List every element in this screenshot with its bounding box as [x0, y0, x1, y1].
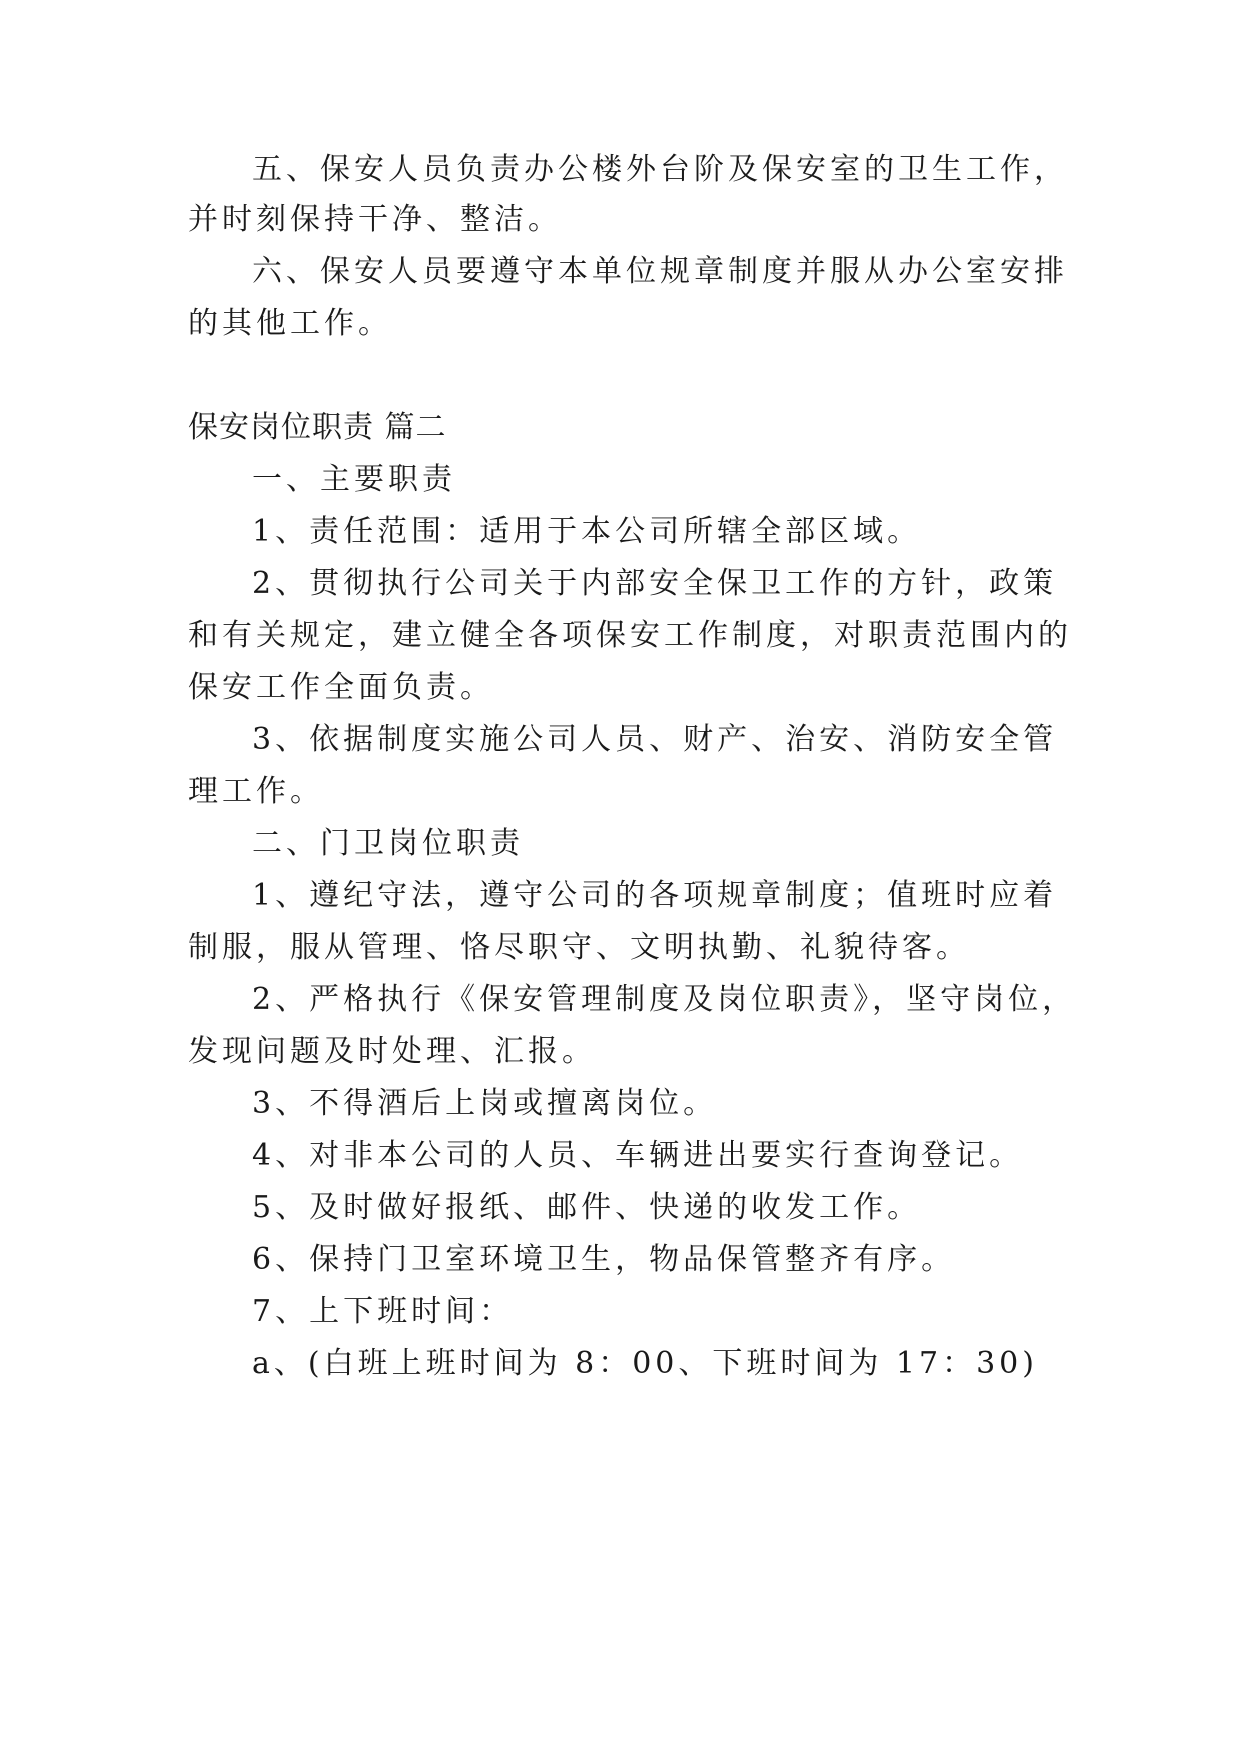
duty-1: 1、责任范围：适用于本公司所辖全部区域。	[252, 514, 922, 549]
gate-duty-3: 3、不得酒后上岗或擅离岗位。	[252, 1086, 718, 1121]
heading-main-duties: 一、主要职责	[252, 462, 456, 497]
gate-duty-7: 7、上下班时间：	[252, 1294, 514, 1329]
section-title: 保安岗位职责 篇二	[188, 410, 447, 445]
paragraph-5-line-1: 五、保安人员负责办公楼外台阶及保安室的卫生工作，	[252, 152, 1068, 187]
paragraph-6-line-1: 六、保安人员要遵守本单位规章制度并服从办公室安排	[252, 254, 1068, 289]
duty-2-line-1: 2、贯彻执行公司关于内部安全保卫工作的方针，政策	[252, 566, 1058, 601]
paragraph-5-line-2: 并时刻保持干净、整洁。	[188, 202, 562, 237]
gate-duty-4: 4、对非本公司的人员、车辆进出要实行查询登记。	[252, 1138, 1024, 1173]
duty-2-line-2: 和有关规定，建立健全各项保安工作制度，对职责范围内的	[188, 618, 1072, 653]
duty-3-line-2: 理工作。	[188, 774, 324, 809]
gate-duty-6: 6、保持门卫室环境卫生，物品保管整齐有序。	[252, 1242, 956, 1277]
duty-2-line-3: 保安工作全面负责。	[188, 670, 494, 705]
gate-duty-1-line-1: 1、遵纪守法，遵守公司的各项规章制度；值班时应着	[252, 878, 1058, 913]
gate-duty-5: 5、及时做好报纸、邮件、快递的收发工作。	[252, 1190, 922, 1225]
gate-duty-2-line-1: 2、严格执行《保安管理制度及岗位职责》，坚守岗位，	[252, 982, 1077, 1017]
work-hours-a: a、(白班上班时间为 8：00、下班时间为 17：30)	[252, 1346, 1038, 1381]
heading-gate-duties: 二、门卫岗位职责	[252, 826, 524, 861]
duty-3-line-1: 3、依据制度实施公司人员、财产、治安、消防安全管	[252, 722, 1058, 757]
gate-duty-1-line-2: 制服，服从管理、恪尽职守、文明执勤、礼貌待客。	[188, 930, 970, 965]
paragraph-6-line-2: 的其他工作。	[188, 306, 392, 341]
gate-duty-2-line-2: 发现问题及时处理、汇报。	[188, 1034, 596, 1069]
